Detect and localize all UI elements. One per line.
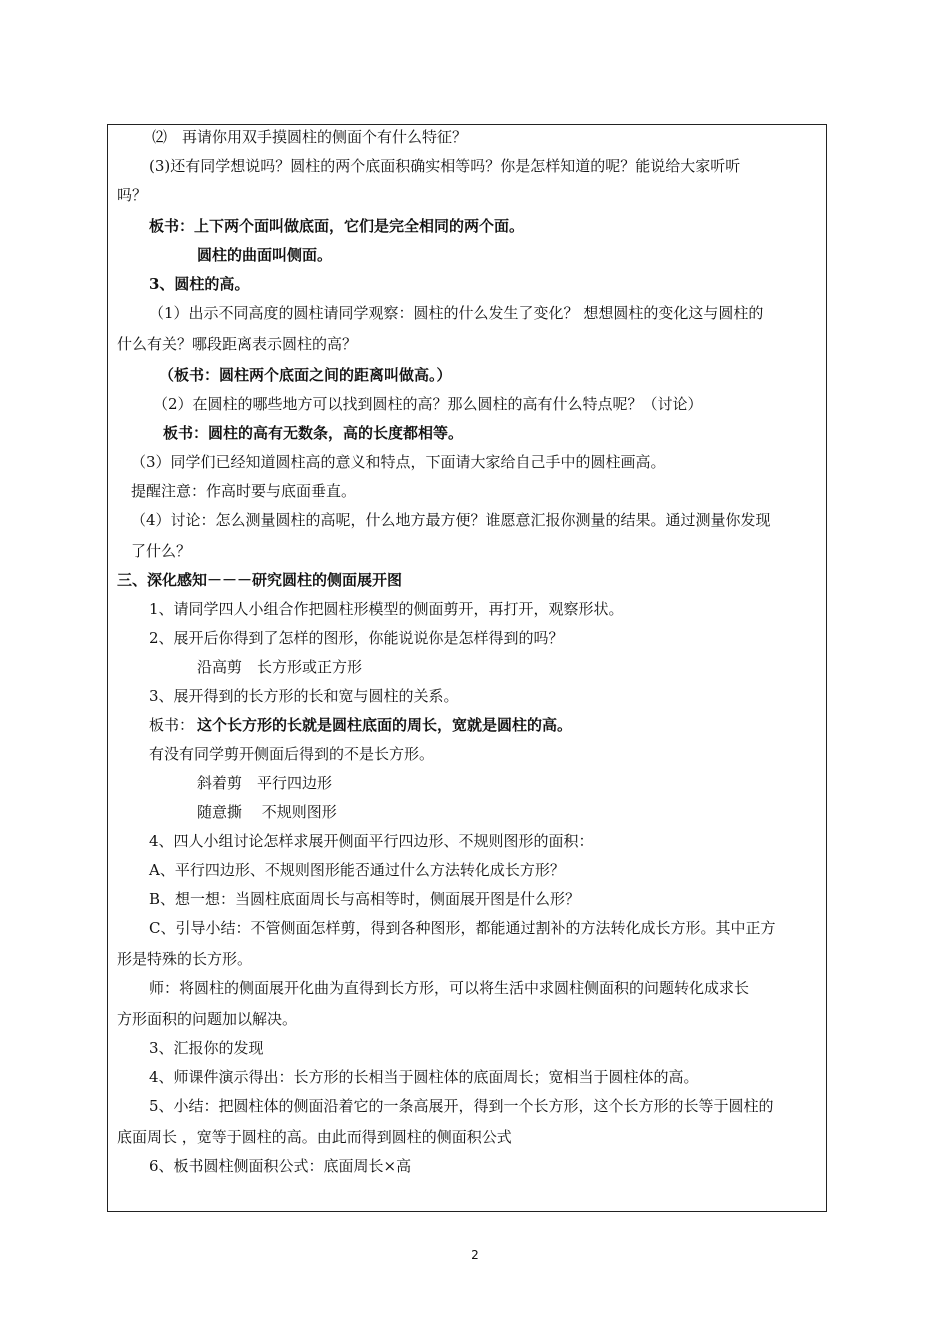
board-note-label: 板书： — [149, 716, 195, 734]
text-line: 底面周长 ，宽等于圆柱的高。由此而得到圆柱的侧面积公式 — [117, 1128, 512, 1146]
text-line: 有没有同学剪开侧面后得到的不是长方形。 — [149, 745, 435, 763]
board-note: （板书：圆柱两个底面之间的距离叫做高。） — [159, 366, 452, 384]
text-line: 师：将圆柱的侧面展开化曲为直得到长方形，可以将生活中求圆柱侧面积的问题转化成求长 — [149, 979, 750, 997]
text-line: 吗？ — [117, 186, 148, 204]
text-line: A、平行四边形、不规则图形能否通过什么方法转化成长方形？ — [149, 861, 565, 879]
text-line: 4、四人小组讨论怎样求展开侧面平行四边形、不规则图形的面积： — [149, 832, 594, 850]
text-line: 6、板书圆柱侧面积公式：底面周长×高 — [149, 1157, 412, 1175]
text-line: 5、小结：把圆柱体的侧面沿着它的一条高展开，得到一个长方形，这个长方形的长等于圆柱的 — [149, 1097, 774, 1115]
text-line: C、引导小结：不管侧面怎样剪，得到各种图形，都能通过割补的方法转化成长方形。其中正方 — [149, 919, 776, 937]
text-line: 形是特殊的长方形。 — [117, 950, 253, 968]
page-number: 2 — [471, 1248, 479, 1262]
text-line: 了什么？ — [131, 542, 192, 560]
text-line: 提醒注意：作高时要与底面垂直。 — [131, 482, 357, 500]
text-line: 3、展开得到的长方形的长和宽与圆柱的关系。 — [149, 687, 459, 705]
board-note: 板书：圆柱的高有无数条，高的长度都相等。 — [163, 424, 464, 442]
text-line: （2）在圆柱的哪些地方可以找到圆柱的高？那么圆柱的高有什么特点呢？（讨论） — [153, 395, 703, 413]
text-line: ⑵ 再请你用双手摸圆柱的侧面个有什么特征？ — [152, 128, 468, 146]
text-line: （3）同学们已经知道圆柱高的意义和特点，下面请大家给自己手中的圆柱画高。 — [131, 453, 666, 471]
text-line: （4）讨论：怎么测量圆柱的高呢，什么地方最方便？谁愿意汇报你测量的结果。通过测量你发现 — [131, 511, 771, 529]
text-line: 斜着剪 平行四边形 — [197, 774, 333, 792]
text-line: 1、请同学四人小组合作把圆柱形模型的侧面剪开，再打开，观察形状。 — [149, 600, 624, 618]
board-note: 板书：上下两个面叫做底面，它们是完全相同的两个面。 — [149, 217, 525, 235]
board-note: 这个长方形的长就是圆柱底面的周长，宽就是圆柱的高。 — [197, 716, 573, 734]
text-line: 4、师课件演示得出：长方形的长相当于圆柱体的底面周长；宽相当于圆柱体的高。 — [149, 1068, 699, 1086]
text-line: 方形面积的问题加以解决。 — [117, 1010, 298, 1028]
board-note: 圆柱的曲面叫侧面。 — [197, 246, 333, 264]
text-line: 什么有关？哪段距离表示圆柱的高？ — [117, 335, 358, 353]
section-heading: 三、深化感知－－－研究圆柱的侧面展开图 — [117, 571, 403, 589]
text-line: 2、展开后你得到了怎样的图形，你能说说你是怎样得到的吗？ — [149, 629, 564, 647]
text-line: B、想一想：当圆柱底面周长与高相等时，侧面展开图是什么形？ — [149, 890, 581, 908]
text-line: 3、汇报你的发现 — [149, 1039, 264, 1057]
text-line: （1）出示不同高度的圆柱请同学观察：圆柱的什么发生了变化？ 想想圆柱的变化这与圆柱的 — [149, 304, 764, 322]
section-heading: 3、圆柱的高。 — [149, 275, 250, 293]
text-line: 沿高剪 长方形或正方形 — [197, 658, 363, 676]
text-line: (3)还有同学想说吗？圆柱的两个底面积确实相等吗？你是怎样知道的呢？能说给大家听听 — [149, 157, 741, 175]
text-line: 随意撕 不规则图形 — [197, 803, 337, 821]
